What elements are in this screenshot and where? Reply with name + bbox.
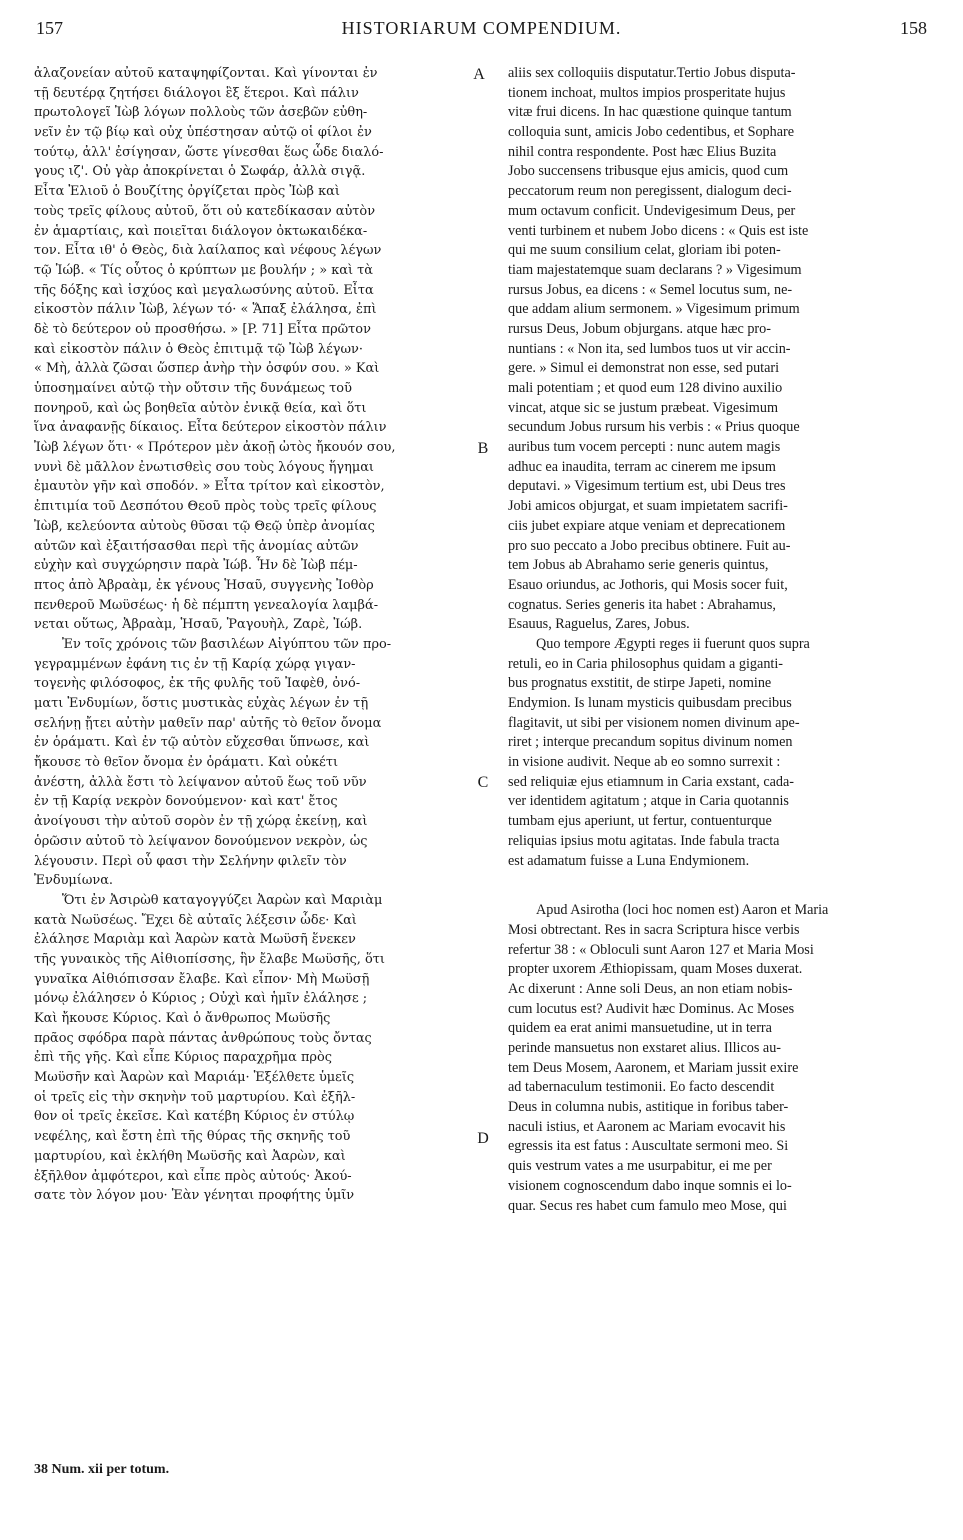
text-line: πονηροῦ, καὶ ὡς βοηθεῖα αὐτὸν ἐνικᾷ θεία, καὶ ὅτι: [34, 400, 367, 416]
text-line: τον. Εἶτα ιθ' ὁ Θεὸς, διὰ λαίλαπος καὶ νέφους λέγων: [34, 243, 382, 259]
text-line: ἐν ἁμαρτίαις, καὶ ποιεῖται διάλογον ὀκτωκαιδέκα-: [34, 223, 368, 239]
text-line: πρᾶος σφόδρα παρὰ πάντας ἀνθρώπους τοὺς ὄντας: [34, 1030, 372, 1046]
text-line: ἤκουσε τὸ θεῖον ὄνομα ἐν ὁράματι. Καὶ οὐκέτι: [34, 755, 339, 771]
text-line: « Μὴ, ἀλλὰ ζῶσαι ὥσπερ ἀνὴρ τὴν ὀσφύν σου. » Καὶ: [34, 361, 380, 377]
text-line: τογενὴς φιλόσοφος, ἐκ τῆς φυλῆς τοῦ Ἰαφὲθ, ὀνό-: [34, 676, 361, 692]
section-marker-b: B: [477, 440, 489, 457]
text-line: aliis sex colloquiis disputatur.Tertio Jobus disputa-: [508, 65, 796, 81]
text-line: Deus in columna nubis, astitique in foribus taber-: [508, 1099, 789, 1116]
running-title: HISTORIARUM COMPENDIUM.: [341, 18, 622, 38]
section-marker-a: A: [473, 66, 485, 83]
text-line: πενθεροῦ Μωϋσέως· ἡ δὲ πέμπτη γενεαλογία λαμβά-: [34, 597, 379, 613]
text-line: Καὶ ἤκουσε Κύριος. Καὶ ὁ ἄνθρωπος Μωϋσῆς: [34, 1011, 331, 1026]
text-line: cum locutus est? Audivit hæc Dominus. Ac Moses: [508, 1000, 795, 1017]
text-line: μαρτυρίου, καὶ ἐκλήθη Μωϋσῆς καὶ Ἀαρὼν, καὶ: [34, 1148, 346, 1164]
text-line: tem Deus Mosem, Aaronem, et Mariam jussit exire: [508, 1059, 799, 1076]
text-line: Ἐν τοῖς χρόνοις τῶν βασιλέων Αἰγύπτου τῶν προ-: [62, 636, 392, 652]
text-line: Εἶτα Ἐλιοῦ ὁ Βουζίτης ὀργίζεται πρὸς Ἰὼβ καὶ: [34, 184, 340, 200]
text-line: ὑποσημαίνει αὐτῷ τὴν οὔτσιν τῆς δυνάμεως τοῦ: [34, 381, 352, 396]
text-line: rursus Jobus, ea dicens : « Semel locutus sum, ne-: [508, 281, 793, 298]
text-line: sed reliquiæ ejus etiamnum in Caria exstant, cada-: [508, 773, 795, 790]
text-line: quidem ea erat animi mansuetudine, ut in terra: [508, 1020, 772, 1037]
text-line: Ἰὼβ, κελεύοντα αὐτοὺς θῦσαι τῷ Θεῷ ὑπὲρ ἀνομίας: [34, 518, 375, 534]
text-line: adhuc ea inaudita, terram ac cinerem me ipsum: [508, 458, 776, 475]
text-line: ἐμαυτὸν γῆν καὶ σποδόν. » Εἶτα τρίτον καὶ εἰκοστὸν,: [34, 479, 385, 495]
text-line: ἀνέστη, ἀλλὰ ἔστι τὸ λείψανον αὐτοῦ ἕως τοῦ νῦν: [34, 774, 367, 790]
text-line: Ὅτι ἐν Ἀσιρὼθ καταγογγύζει Ἀαρὼν καὶ Μαριὰμ: [62, 892, 383, 908]
text-line: τῆς γυναικὸς τῆς Αἰθιοπίσσης, ἣν ἔλαβε Μωϋσῆς, ὅτι: [34, 951, 385, 967]
text-line: perinde mansuetus non exstaret alius. Illicos au-: [508, 1040, 782, 1056]
text-line: ἐπὶ τῆς γῆς. Καὶ εἶπε Κύριος παραχρῆμα πρὸς: [34, 1050, 332, 1066]
text-line: Mosi obtrectant. Res in sacra Scriptura hisce verbis: [508, 921, 800, 938]
text-line: pro suo peccato a Jobo precibus obtinere. Fuit au-: [508, 537, 791, 554]
text-line: ἀνοίγουσι τὴν αὐτοῦ σορὸν ἐν τῇ χώρᾳ ἐκείνῃ, καὶ: [34, 814, 368, 830]
text-line: naculi istius, et Aaronem ac Mariam evocavit his: [508, 1118, 786, 1135]
greek-column: [34, 64, 466, 1206]
text-line: πτος ἀπὸ Ἀβραὰμ, ἐκ γένους Ἡσαῦ, συγγενὴς Ἰοθὸρ: [34, 577, 374, 593]
text-line: est adamatum fuisse a Luna Endymionem.: [508, 852, 750, 869]
text-line: σελήνῃ ᾔτει αὐτὴν μαθεῖν παρ' αὐτῆς τὸ θεῖον ὄνομα: [34, 715, 382, 731]
text-line: σατε τὸν λόγον μου· Ἐὰν γένηται προφήτης ὑμῖν: [34, 1188, 355, 1204]
text-line: ciis jubet expiare atque veniam et deprecationem: [508, 517, 786, 534]
text-line: νυνὶ δὲ μᾶλλον ἐνωτισθεὶς σου τοὺς λόγους ἥγημαι: [34, 459, 374, 475]
text-line: εἰκοστὸν πάλιν Ἰὼβ, λέγων τό· « Ἅπαξ ἐλάλησα, ἐπὶ: [34, 302, 377, 318]
text-line: venti turbinem et nubem Jobo dicens : « Quis est iste: [508, 222, 809, 239]
text-line: ad tabernaculum testimonii. Eo facto descendit: [508, 1079, 775, 1096]
text-line: tiam majestatemque suam declarans ? » Vigesimum: [508, 261, 802, 278]
text-line: τοὺς τρεῖς φίλους αὐτοῦ, ὅτι οὐ κατεδίκασαν αὐτὸν: [34, 203, 376, 219]
text-line: λέγουσιν. Περὶ οὗ φασι τὴν Σελήνην φιλεῖν τὸν: [34, 853, 347, 869]
text-line: ἐξῆλθον ἀμφότεροι, καὶ εἶπε πρὸς αὐτούς· Ἀκού-: [34, 1168, 352, 1184]
text-line: θον οἱ τρεῖς ἐκεῖσε. Καὶ κατέβη Κύριος ἐν στύλῳ: [34, 1109, 355, 1125]
text-line: mali potentiam ; et quod eum 128 divino auxilio: [508, 380, 783, 396]
text-line: ἐν ὁράματι. Καὶ ἐν τῷ αὐτὸν εὔχεσθαι ὕπνωσε, καὶ: [34, 735, 370, 751]
text-line: rursus Deus, Jobum objurgans. atque hæc pro-: [508, 320, 771, 337]
text-line: ἐλάλησε Μαριὰμ καὶ Ἀαρὼν κατὰ Μωϋσῆ ἕνεκεν: [34, 932, 356, 948]
text-line: ἵνα ἀναφανῇς δίκαιος. Εἶτα δεύτερον εἰκοστὸν πάλιν: [34, 420, 387, 436]
text-line: riret ; interque precandum sopitus divinum nomen: [508, 734, 793, 751]
text-line: auribus tum vocem percepti : nunc autem magis: [508, 439, 781, 456]
text-line: propter uxorem Æthiopissam, quam Moses duxerat.: [508, 961, 803, 978]
text-line: Ac dixerunt : Anne soli Deus, an non etiam nobis-: [508, 980, 793, 997]
section-marker-c: C: [477, 774, 489, 791]
text-line: quar. Secus res habet cum famulo meo Mose, qui: [508, 1197, 787, 1214]
text-line: ματι Ἐνδυμίων, ὅστις μυστικὰς εὐχὰς λέγων ἐν τῇ: [34, 696, 369, 711]
text-line: in visione audivit. Neque ab eo somno surrexit :: [508, 754, 781, 771]
text-line: reliquias ipsius motu agitatas. Inde fabula tracta: [508, 832, 780, 849]
text-line: γεγραμμένων ἐφάνη τις ἐν τῇ Καρίᾳ χώρᾳ γιγαν-: [34, 656, 356, 672]
text-line: τῷ Ἰώβ. « Τίς οὗτος ὁ κρύπτων με βουλήν ; » καὶ τὰ: [34, 262, 373, 278]
text-line: bus prognatus exstitit, de stirpe Japeti, nomine: [508, 675, 772, 692]
text-line: Esauo oriundus, ac Jothoris, qui Mosis socer fuit,: [508, 576, 788, 593]
text-line: vitæ frui dicens. In hac quæstione quinque tantum: [508, 104, 792, 121]
text-line: Quo tempore Ægypti reges ii fuerunt quos supra: [536, 635, 810, 652]
text-line: qui me suum consilium celat, gloriam ibi poten-: [508, 242, 781, 259]
text-line: κατὰ Νωϋσέως. Ἔχει δὲ αὐταῖς λέξεσιν ὧδε· Καὶ: [34, 912, 357, 928]
text-line: νεται οὕτως, Ἀβραὰμ, Ἡσαῦ, Ῥαγουὴλ, Ζαρὲ, Ἰώβ.: [34, 617, 363, 633]
text-line: μόνῳ ἐλάλησεν ὁ Κύριος ; Οὐχὶ καὶ ἡμῖν ἐλάλησε ;: [34, 991, 368, 1007]
text-line: que addam alium sermonem. » Vigesimum primum: [508, 301, 800, 318]
text-line: Endymion. Is lunam mysticis quibusdam precibus: [508, 695, 792, 711]
text-line: secundum Jobus rursum his verbis : « Prius quoque: [508, 419, 800, 436]
footnote: 38 Num. xii per totum.: [34, 1462, 170, 1477]
text-line: Esauus, Raguelus, Zares, Jobus.: [508, 616, 690, 633]
text-line: nuntians : « Non ita, sed lumbos tuos ut vir accin-: [508, 340, 791, 357]
text-line: mum octavum conficit. Undevigesimum Deus, per: [508, 202, 796, 219]
text-line: νεφέλης, καὶ ἔστη ἐπὶ τῆς θύρας τῆς σκηνῆς τοῦ: [34, 1129, 351, 1145]
text-line: peccatorum reum non peregissent, dialogum deci-: [508, 183, 792, 200]
text-line: quis vestrum vates a me usurpabitur, ei me per: [508, 1158, 772, 1175]
page-number-right: 158: [900, 18, 927, 38]
text-line: Ἰὼβ λέγων ὅτι· « Πρότερον μὲν ἀκοῇ ὠτὸς ἤκουόν σου,: [34, 440, 396, 456]
text-line: tumbam ejus aperiunt, ut fertur, contuenturque: [508, 813, 772, 830]
text-line: vincat, atque sic se justum præbeat. Vigesimum: [508, 399, 778, 416]
text-line: ver identidem agitatum ; atque in Caria quotannis: [508, 793, 789, 810]
text-line: Μωϋσῆν καὶ Ἀαρὼν καὶ Μαριάμ· Ἐξέλθετε ὑμεῖς: [34, 1070, 355, 1086]
text-line: γους ιζ'. Οὐ γὰρ ἀποκρίνεται ὁ Σωφάρ, ἀλλὰ σιγᾷ.: [34, 164, 366, 180]
page-header: [0, 18, 963, 44]
text-line: δὲ τὸ δεύτερον οὐ προσθήσω. » [P. 71] Εἶτα πρῶτον: [34, 321, 371, 337]
text-line: deputavi. » Vigesimum tertium est, ubi Deus tres: [508, 478, 786, 495]
text-line: Jobi amicos objurgat, et suam impietatem sacrifi-: [508, 498, 788, 515]
text-line: flagitavit, ut sibi per visionem nomen divinum ape-: [508, 714, 800, 731]
text-line: visionem cognoscendum dabo inque somnis ei lo-: [508, 1177, 792, 1194]
text-line: οἱ τρεῖς εἰς τὴν σκηνὴν τοῦ μαρτυρίου. Καὶ ἐξῆλ-: [34, 1089, 356, 1105]
text-line: cognatus. Series generis ita habet : Abrahamus,: [508, 596, 776, 613]
text-line: ἐπιτιμία τοῦ Δεσπότου Θεοῦ πρὸς τοὺς τρεῖς φίλους: [34, 499, 377, 515]
text-line: ἐν τῇ Καρίᾳ νεκρὸν δονούμενον· καὶ κατ' ἔτος: [34, 794, 338, 810]
text-line: retuli, eo in Caria philosophus quidam a giganti-: [508, 655, 784, 672]
text-line: Apud Asirotha (loci hoc nomen est) Aaron et Maria: [536, 902, 829, 919]
text-line: gere. » Simul ei demonstrat non esse, sed putari: [508, 360, 780, 377]
text-line: καὶ εἰκοστὸν πάλιν ὁ Θεὸς ἐπιτιμᾷ τῷ Ἰὼβ λέγων·: [34, 341, 363, 357]
text-line: Jobo succensens tribusque ejus amicis, quod cum: [508, 163, 789, 180]
text-line: εὐχὴν καὶ συγχώρησιν παρὰ Ἰώβ. Ἦν δὲ Ἰὼβ πέμ-: [34, 558, 358, 574]
section-marker-d: D: [477, 1130, 489, 1147]
text-line: refertur 38 : « Obloculi sunt Aaron 127 et Maria Mosi: [508, 941, 814, 958]
text-line: tem Jobus ab Abrahamo serie generis quintus,: [508, 557, 769, 574]
text-line: γυναῖκα Αἰθιόπισσαν ἔλαβε. Καὶ εἶπον· Μὴ Μωϋσῇ: [34, 971, 370, 987]
text-line: τῇ δευτέρᾳ ζητήσει διάλογοι ἓξ ἕτεροι. Καὶ πάλιν: [34, 85, 359, 101]
text-line: nihil contra respondente. Post hæc Elius Buzita: [508, 143, 777, 160]
text-line: τούτῳ, ἀλλ' ἐσίγησαν, ὥστε γίνεσθαι ἕως ὧδε διαλό-: [34, 144, 384, 160]
text-line: ὁρῶσιν αὐτοῦ τὸ λείψανον δονούμενον νεκρὸν, ὡς: [34, 833, 368, 849]
page-number-left: 157: [36, 18, 63, 38]
latin-column: [508, 64, 928, 1216]
text-line: egressis ita est fatus : Auscultate sermoni meo. Si: [508, 1138, 789, 1155]
text-line: Ἐνδυμίωνα.: [34, 873, 114, 889]
text-line: colloquia sunt, amicis Jobo cedentibus, et Sophare: [508, 124, 795, 141]
text-line: αὐτῶν καὶ ἐξαιτήσασθαι περὶ τῆς ἀνομίας αὐτῶν: [34, 538, 359, 554]
text-line: τῆς δόξης καὶ ἰσχύος καὶ μεγαλωσύνης αὐτοῦ. Εἶτα: [34, 282, 374, 298]
text-line: tionem inchoat, multos impios prosperitate hujus: [508, 84, 786, 101]
text-line: ἀλαζονείαν αὐτοῦ καταψηφίζονται. Καὶ γίνονται ἐν: [34, 66, 378, 81]
text-line: νεῖν ἐν τῷ βίῳ καὶ οὐχ ὑπέστησαν αὐτῷ οἱ φίλοι ἐν: [34, 125, 372, 141]
text-line: πρωτολογεῖ Ἰὼβ λόγων πολλοὺς τῶν ἀσεβῶν εὐθη-: [34, 105, 368, 121]
